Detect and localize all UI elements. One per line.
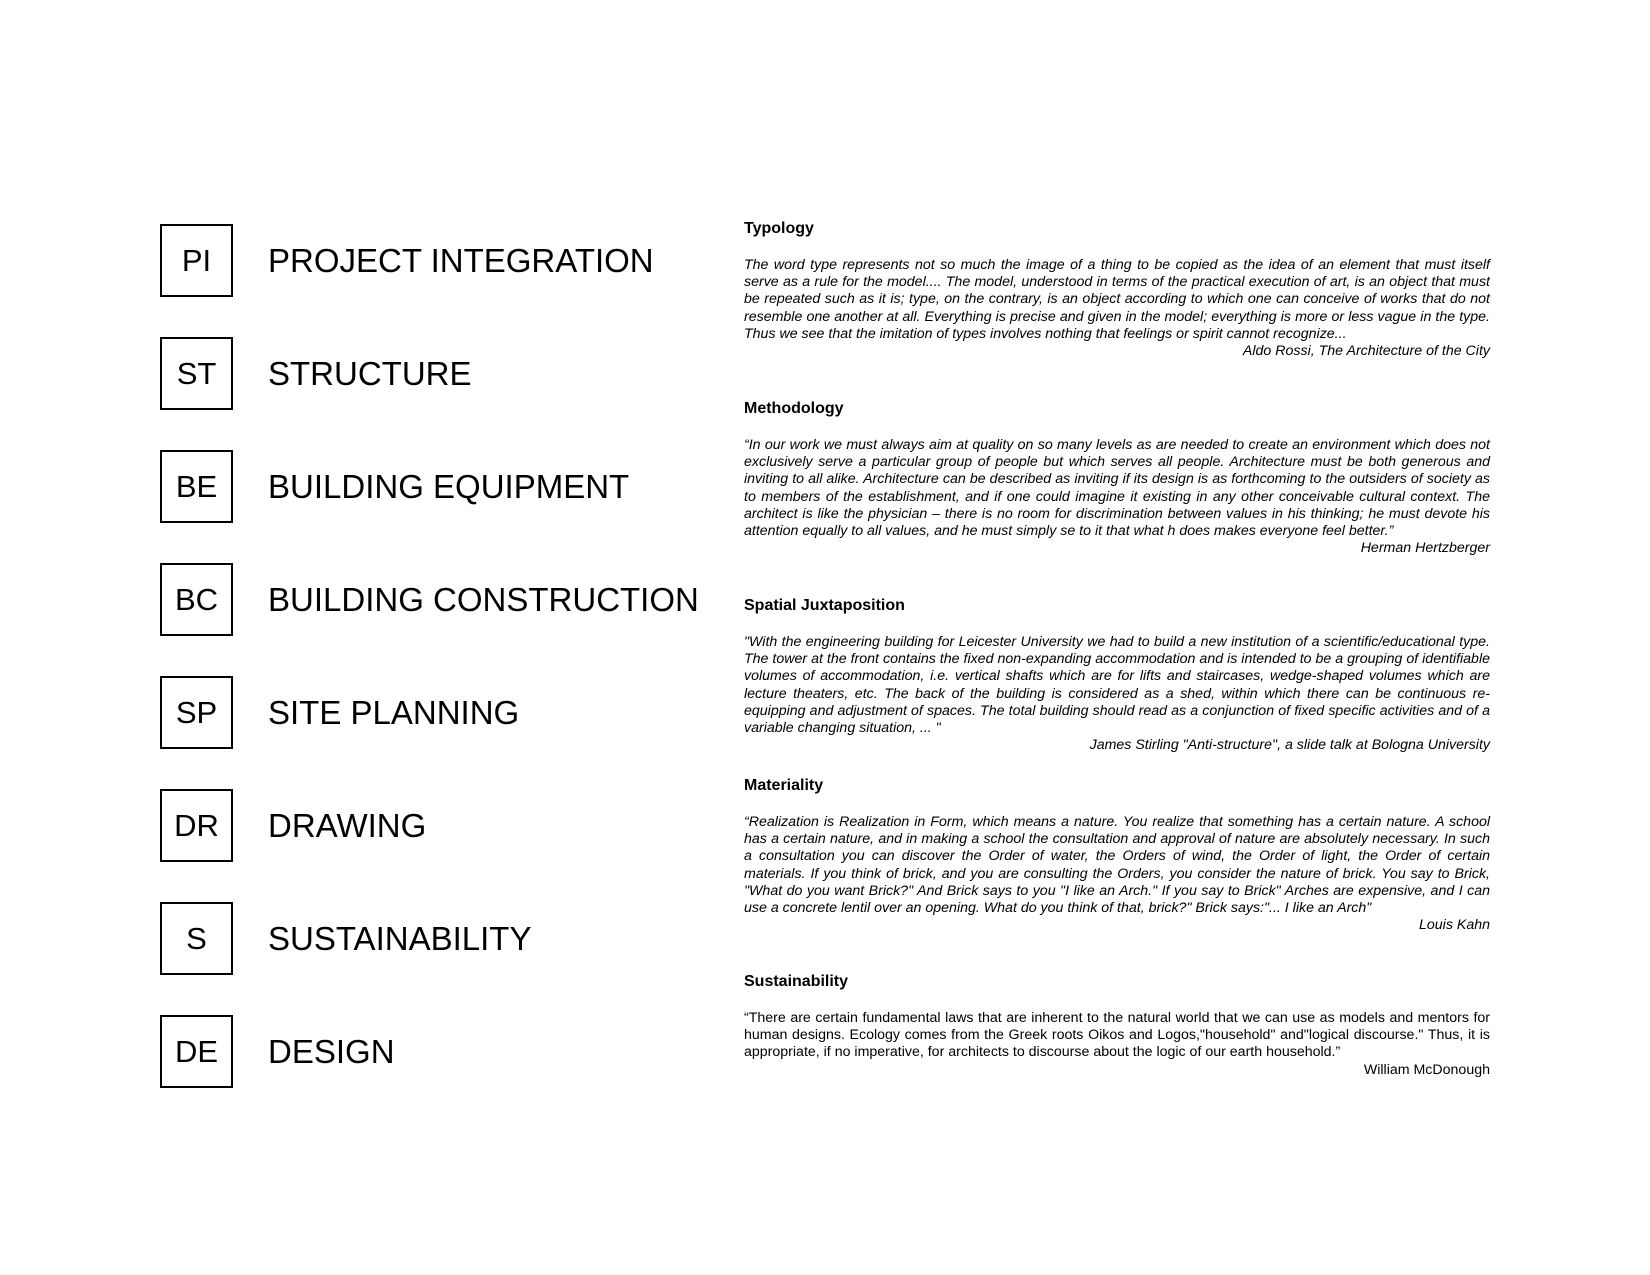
quote-text: "With the engineering building for Leicester University we had to build a new institution of a scientific/educational type. The tower at the front contains the fixed non-expanding accommodation and is intended to be a grouping of identifiable volumes of accommodation, i.e. vertical shafts which are for lifts and staircases, wedge-shaped volumes which are lecture theaters, etc. The back of the building is considered as a shed, within which there can be continuous re-equipping and adjustment of spaces. The total building should read as a conjunction of fixed specific activities and of a variable changing situation, ... " <box>744 634 1490 737</box>
quote-text: “Realization is Realization in Form, which means a nature. You realize that something has a certain nature. A school has a certain nature, and in making a school the consultation and approval of nature are absolutely necessary. In such a consultation you can discover the Order of water, the Orders of wind, the Order of light, the Order of certain materials. If you think of brick, and you are consulting the Orders, you consider the nature of brick. You say to Brick, "What do you want Brick?" And Brick says to you "I like an Arch." If you say to Brick" Arches are expensive, and I can use a concrete lentil over an opening. What do you think of that, brick?" Brick says:"... I like an Arch" <box>744 814 1490 917</box>
legend-code-box: BE <box>160 450 233 523</box>
section-heading: Materiality <box>744 777 824 794</box>
legend-item-structure <box>160 337 720 413</box>
legend-code-box: DR <box>160 789 233 862</box>
legend-label: SITE PLANNING <box>268 694 520 731</box>
section-materiality <box>744 777 1490 934</box>
legend-code-box: BC <box>160 563 233 636</box>
section-spatial-juxtaposition <box>744 597 1490 754</box>
section-methodology <box>744 400 1490 557</box>
quote-attribution: Herman Hertzberger <box>1360 540 1490 557</box>
legend-item-design <box>160 1015 720 1091</box>
quote-text: “In our work we must always aim at quality on so many levels as are needed to create an environment which does not exclusively serve a particular group of people but which serves all people. Architecture must be both generous and inviting to all alike. Architecture can be described as inviting if its design is as forthcoming to the outsiders of society as to members of the establishment, and if one could imagine it existing in any other conceivable cultural context. The architect is like the physician – there is no room for discrimination between values in his thinking; he must devote his attention equally to all values, and he must simply se to it that what h does makes everyone feel better.” <box>744 437 1490 540</box>
legend-item-building-construction <box>160 563 720 639</box>
quote-attribution: James Stirling "Anti-structure", a slide talk at Bologna University <box>1089 737 1490 754</box>
legend-label: BUILDING EQUIPMENT <box>268 468 630 505</box>
section-typology <box>744 220 1490 360</box>
legend-item-building-equipment <box>160 450 720 526</box>
legend-code-box: SP <box>160 676 233 749</box>
quote-attribution: William McDonough <box>1363 1061 1490 1078</box>
legend-code-box: S <box>160 902 233 975</box>
quote-text: The word type represents not so much the image of a thing to be copied as the idea of an element that must itself serve as a rule for the model.... The model, understood in terms of the practical execution of art, is an object that must be repeated such as it is; type, on the contrary, is an object according to which one can conceive of works that do not resemble one another at all. Everything is precise and given in the model; everything is more or less vague in the type. Thus we see that the imitation of types involves nothing that feelings or spirit cannot recognize... <box>744 257 1490 342</box>
legend-label: DESIGN <box>268 1033 395 1070</box>
section-heading: Typology <box>744 220 814 237</box>
legend-label: PROJECT INTEGRATION <box>268 242 654 279</box>
legend-label: STRUCTURE <box>268 355 472 392</box>
section-heading: Spatial Juxtaposition <box>744 597 905 614</box>
legend-item-drawing <box>160 789 720 865</box>
legend-code-box: PI <box>160 224 233 297</box>
legend-item-site-planning <box>160 676 720 752</box>
legend-code-box: DE <box>160 1015 233 1088</box>
section-heading: Sustainability <box>744 973 849 990</box>
quote-attribution: Louis Kahn <box>1419 917 1490 934</box>
quote-text: “There are certain fundamental laws that are inherent to the natural world that we can use as models and mentors for human designs. Ecology comes from the Greek roots Oikos and Logos,"household" and"logical discourse." Thus, it is appropriate, if no imperative, for architects to discourse about the logic of our earth household.” <box>744 1010 1490 1061</box>
legend-label: BUILDING CONSTRUCTION <box>268 581 699 618</box>
section-sustainability <box>744 973 1490 1079</box>
legend-item-sustainability <box>160 902 720 978</box>
legend-code-box: ST <box>160 337 233 410</box>
legend-label: DRAWING <box>268 807 427 844</box>
legend-label: SUSTAINABILITY <box>268 920 532 957</box>
quote-attribution: Aldo Rossi, The Architecture of the City <box>1242 343 1490 360</box>
section-heading: Methodology <box>744 400 844 417</box>
legend-item-project-integration <box>160 224 720 300</box>
